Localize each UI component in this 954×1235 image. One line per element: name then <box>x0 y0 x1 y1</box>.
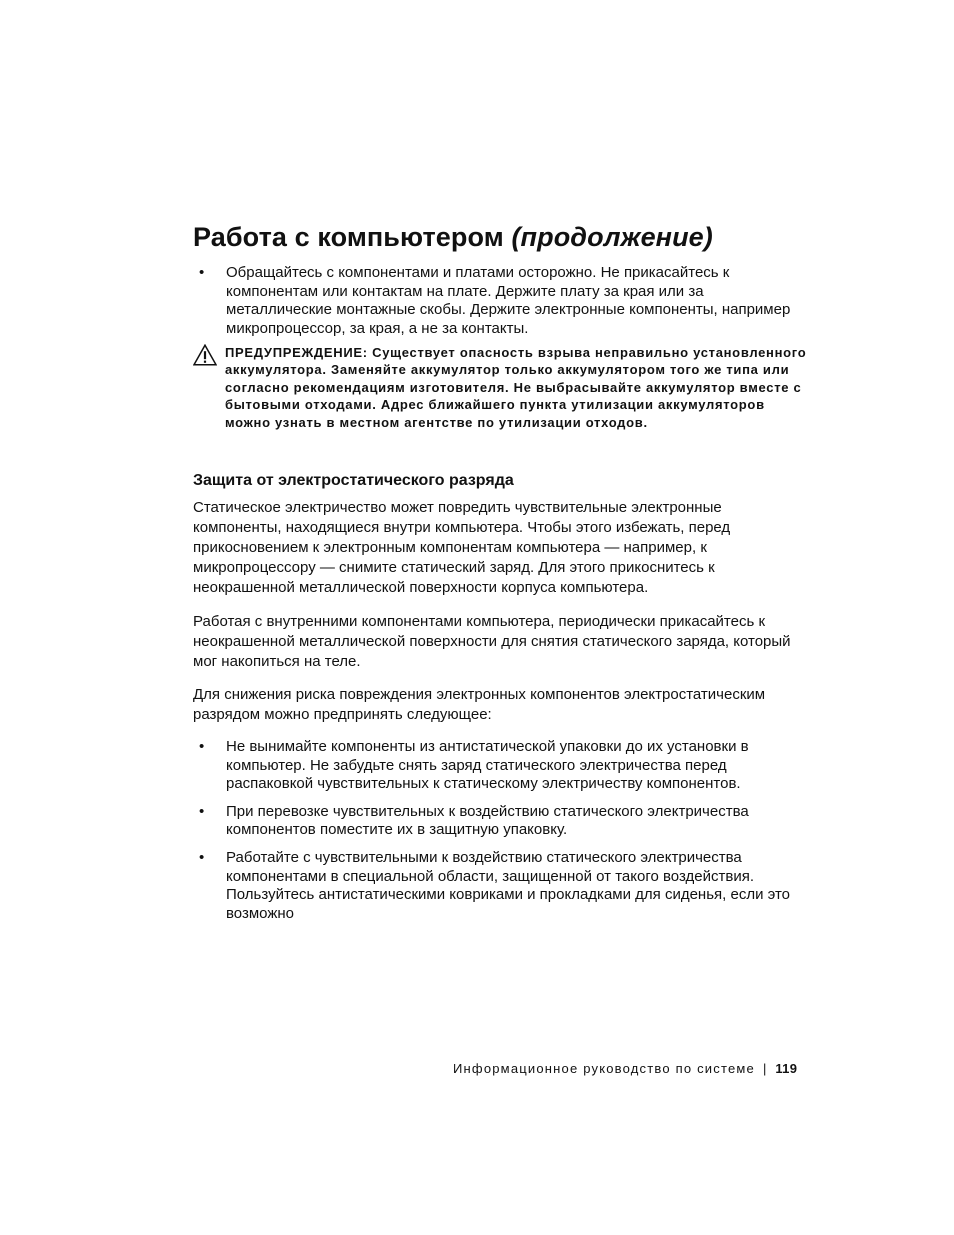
warning-notice <box>193 344 813 431</box>
warning-text <box>225 344 813 431</box>
list-item <box>193 738 813 794</box>
page-title-continued: (продолжение) <box>511 222 713 252</box>
warning-body: Существует опасность взрыва неправильно установленного аккумулятора. Заменяйте аккумулятор только аккумулятором того же типа или согласно рекомендациям изготовителя. Не выбрасывайте аккумулятор вместе с бытовыми отходами. Адрес ближайшего пункта утилизации аккумуляторов можно узнать в местном агентстве по утилизации отходов. <box>225 345 807 430</box>
esd-bullet-list <box>193 738 813 923</box>
list-item-text: Работайте с чувствительными к воздействию статического электричества компонентами в специальной области, защищенной от такого воздействия. Пользуйтесь антистатическими ковриками и прокладками для сиденья, если это возможно <box>226 848 790 922</box>
bullet-dot: • <box>199 264 205 281</box>
bullet-dot: • <box>199 848 205 866</box>
list-item <box>193 849 813 923</box>
list-item <box>193 264 813 338</box>
footer-separator: | <box>762 1061 767 1076</box>
handling-bullet-list <box>193 264 813 338</box>
list-item-text: Обращайтесь с компонентами и платами осторожно. Не прикасайтесь к компонентам или контактам на плате. Держите плату за края или за металлические монтажные скобы. Держите электронные компоненты, например микропроцессор, за края, а не за контакты. <box>226 264 791 337</box>
page-footer <box>453 1061 797 1076</box>
footer-title: Информационное руководство по системе <box>453 1061 755 1076</box>
esd-paragraph: Статическое электричество может повредить чувствительные электронные компоненты, находящиеся внутри компьютера. Чтобы этого избежать, перед прикосновением к электронным компонентам компьютера — например, к микропроцессору — снимите статический заряд. Для этого прикоснитесь к неокрашенной металлической поверхности корпуса компьютера. <box>193 499 731 596</box>
page-title-main: Работа с компьютером <box>193 222 504 252</box>
esd-paragraph: Работая с внутренними компонентами компьютера, периодически прикасайтесь к неокрашенной металлической поверхности для снятия статического заряда, который мог накопиться на теле. <box>193 613 791 670</box>
section-heading-esd: Защита от электростатического разряда <box>193 472 514 489</box>
list-item-text: При перевозке чувствительных к воздействию статического электричества компонентов поместите их в защитную упаковку. <box>226 802 749 839</box>
page-number: 119 <box>775 1061 798 1076</box>
bullet-dot: • <box>199 802 205 820</box>
warning-triangle-icon <box>193 344 217 366</box>
list-item-text: Не вынимайте компоненты из антистатической упаковки до их установки в компьютер. Не забудьте снять заряд статического электричества перед распаковкой чувствительных к статическому электричеству компонентов. <box>226 738 749 793</box>
bullet-dot: • <box>199 738 205 755</box>
esd-paragraph: Для снижения риска повреждения электронных компонентов электростатическим разрядом можно предпринять следующее: <box>193 686 766 723</box>
page-title <box>193 222 713 253</box>
warning-label: ПРЕДУПРЕЖДЕНИЕ: <box>225 345 368 360</box>
list-item <box>193 803 813 840</box>
